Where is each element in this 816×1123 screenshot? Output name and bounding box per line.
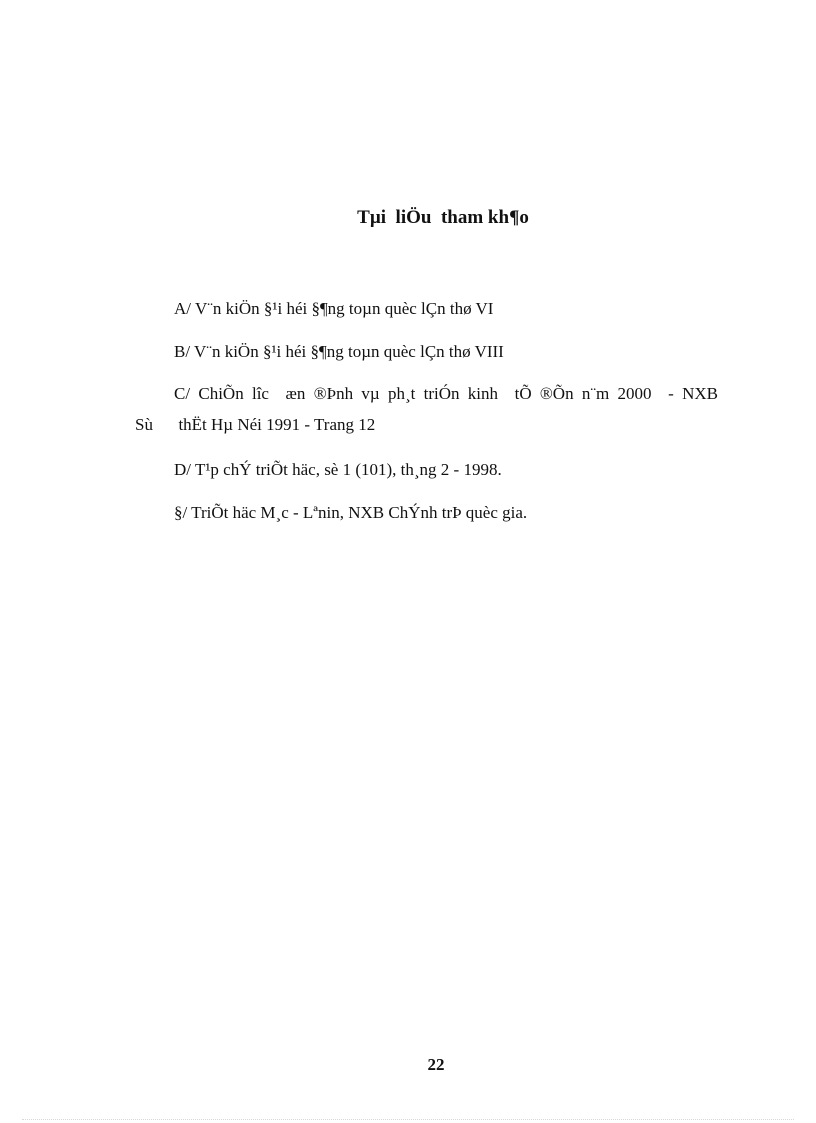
page-bottom-divider <box>22 1119 794 1120</box>
reference-e: §/ TriÕt häc M¸c - Lªnin, NXB ChÝnh trÞ quèc gia. <box>174 503 528 522</box>
reference-b: B/ V¨n kiÖn §¹i héi §¶ng toµn quèc lÇn thø VIII <box>174 342 504 361</box>
reference-c-line-1: C/ ChiÕn lîc æn ®Þnh vµ ph¸t triÓn kinh tÕ ®Õn n¨m 2000 - NXB <box>174 384 718 403</box>
reference-a: A/ V¨n kiÖn §¹i héi §¶ng toµn quèc lÇn thø VI <box>174 299 494 318</box>
page-number: 22 <box>427 1055 445 1074</box>
page-title: Tµi liÖu tham kh¶o <box>357 207 529 228</box>
reference-c-line-2: Sù thËt Hµ Néi 1991 - Trang 12 <box>135 415 376 434</box>
reference-d: D/ T¹p chÝ triÕt häc, sè 1 (101), th¸ng 2 - 1998. <box>174 460 502 479</box>
